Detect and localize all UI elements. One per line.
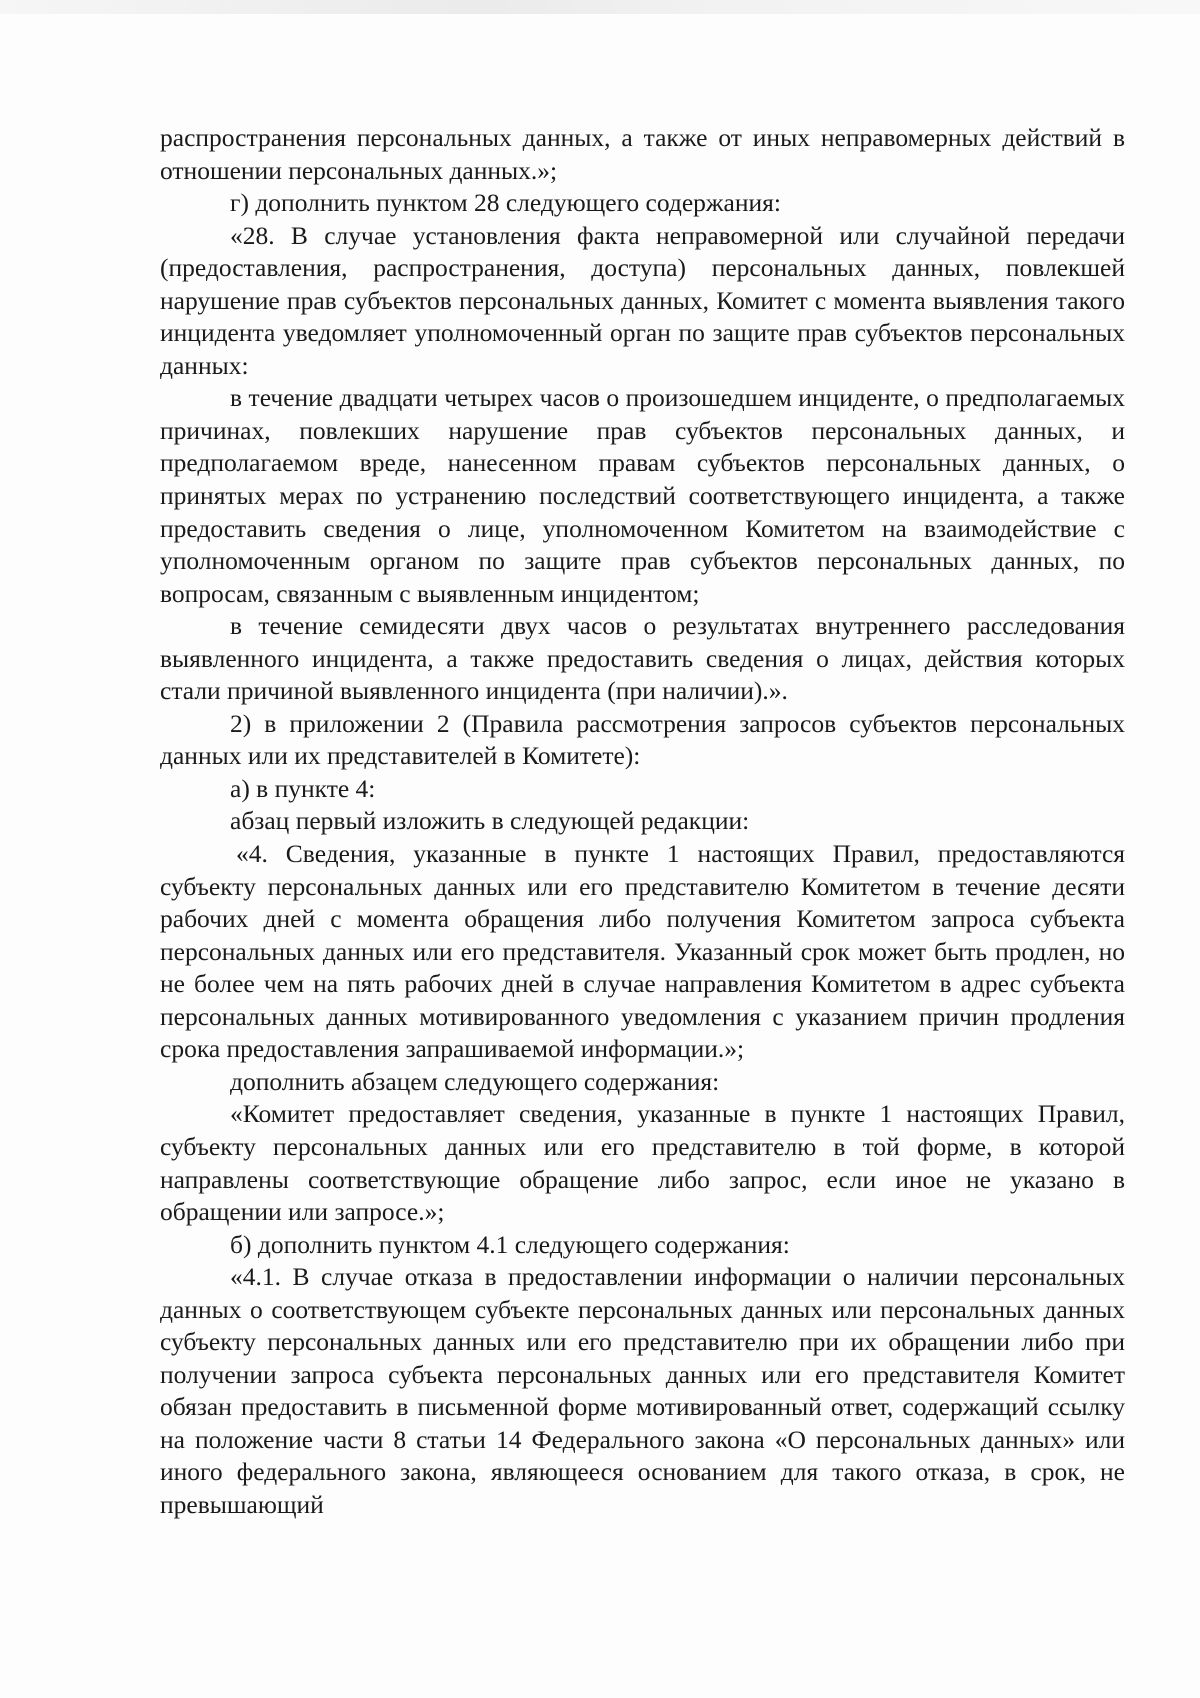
document-body bbox=[160, 122, 1125, 1522]
scan-edge bbox=[0, 0, 1200, 14]
paragraph-72-hours: в течение семидесяти двух часов о результатах внутреннего расследования выявленного инцидента, а также предоставить сведения о лицах, действия которых стали причиной выявленного инцидента (при наличии).». bbox=[160, 611, 1125, 706]
paragraph-point-4: «4. Сведения, указанные в пункте 1 настоящих Правил, предоставляются субъекту персональных данных или его представителю Комитетом в течение десяти рабочих дней с момента обращения либо получения Комитетом запроса субъекта персональных данных или его представителя. Указанный срок может быть продлен, но не более чем на пять рабочих дней в случае направления Комитетом в адрес субъекта персональных данных мотивированного уведомления с указанием причин продления срока предоставления запрашиваемой информации.»; bbox=[160, 839, 1125, 1064]
paragraph-item-g: г) дополнить пунктом 28 следующего содержания: bbox=[230, 188, 781, 218]
paragraph-item-b: б) дополнить пунктом 4.1 следующего содержания: bbox=[230, 1229, 790, 1259]
paragraph-point-4-1: «4.1. В случае отказа в предоставлении информации о наличии персональных данных о соответствующем субъекте персональных данных или персональных данных субъекту персональных данных или его представителю при их обращении либо при получении запроса субъекта персональных данных или его представителя Комитет обязан предоставить в письменной форме мотивированный ответ, содержащий ссылку на положение части 8 статьи 14 Федерального закона «О персональных данных» или иного федерального закона, являющееся основанием для такого отказа, в срок, не превышающий bbox=[160, 1262, 1125, 1519]
paragraph-24-hours: в течение двадцати четырех часов о произошедшем инциденте, о предполагаемых причинах, повлекших нарушение прав субъектов персональных данных, и предполагаемом вреде, нанесенном правам субъектов персональных данных, о принятых мерах по устранению последствий соответствующего инцидента, а также предоставить сведения о лице, уполномоченном Комитетом на взаимодействие с уполномоченным органом по защите прав субъектов персональных данных, по вопросам, связанным с выявленным инцидентом; bbox=[160, 383, 1125, 608]
paragraph-committee-provides: «Комитет предоставляет сведения, указанные в пункте 1 настоящих Правил, субъекту персональных данных или его представителю в той форме, в которой направлены соответствующие обращение либо запрос, если иное не указано в обращении или запросе.»; bbox=[160, 1099, 1125, 1227]
paragraph-appendix-2: 2) в приложении 2 (Правила рассмотрения запросов субъектов персональных данных или их представителей в Комитете): bbox=[160, 708, 1125, 771]
paragraph-continuation: распространения персональных данных, а также от иных неправомерных действий в отношении персональных данных.»; bbox=[160, 123, 1125, 185]
paragraph-item-a: а) в пункте 4: bbox=[230, 773, 376, 803]
paragraph-add-abzac: дополнить абзацем следующего содержания: bbox=[230, 1066, 720, 1096]
paragraph-first-abzac: абзац первый изложить в следующей редакции: bbox=[230, 806, 750, 836]
paragraph-point-28: «28. В случае установления факта неправомерной или случайной передачи (предоставления, распространения, доступа) персональных данных, повлекшей нарушение прав субъектов персональных данных, Комитет с момента выявления такого инцидента уведомляет уполномоченный орган по защите прав субъектов персональных данных: bbox=[160, 220, 1125, 380]
